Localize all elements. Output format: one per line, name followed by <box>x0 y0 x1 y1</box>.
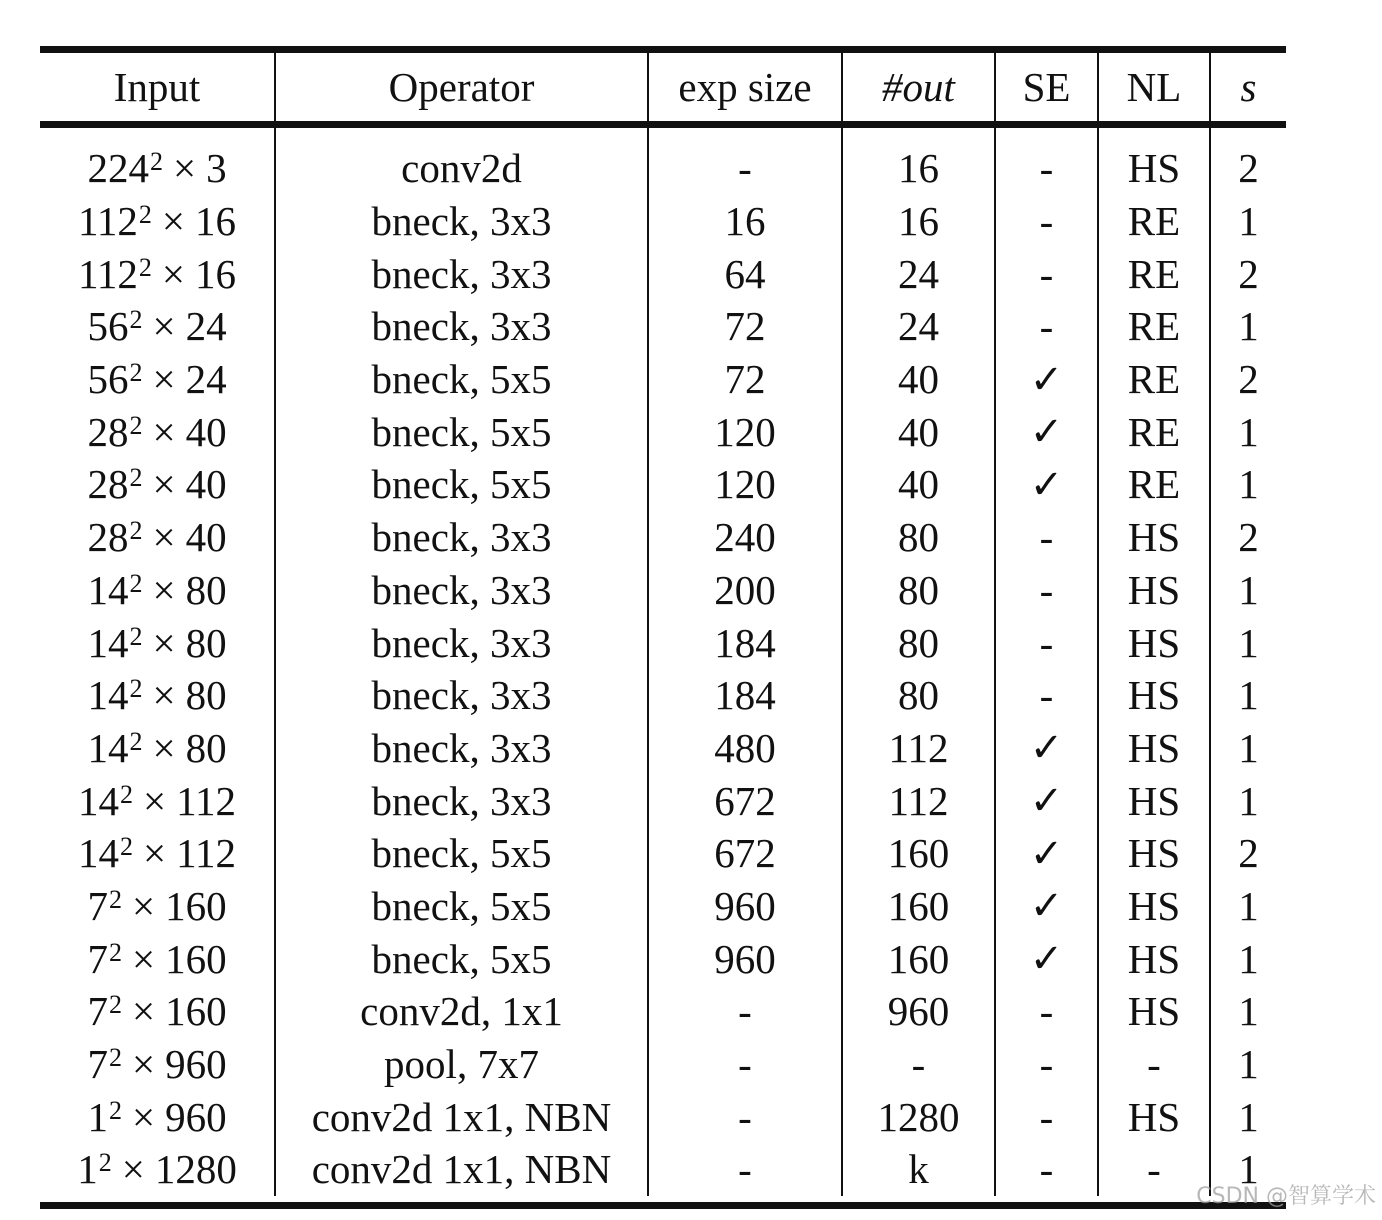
input-exponent: 2 <box>138 252 152 282</box>
exp-size-cell: 184 <box>649 616 843 669</box>
exp-size-cell: - <box>649 1090 843 1143</box>
input-channels: 80 <box>185 724 227 771</box>
se-cell: ✓ <box>996 353 1099 406</box>
input-cell <box>40 142 276 195</box>
nl-cell: - <box>1099 1038 1211 1091</box>
table-row <box>40 564 1286 617</box>
header-input: Input <box>40 53 276 121</box>
input-exponent: 2 <box>129 568 143 598</box>
out-cell: - <box>843 1038 996 1091</box>
input-size: 7 <box>87 988 108 1035</box>
input-size: 7 <box>87 882 108 929</box>
input-exponent: 2 <box>129 621 143 651</box>
input-channels: 16 <box>195 250 237 297</box>
input-size: 14 <box>77 830 119 877</box>
input-size: 56 <box>87 303 129 350</box>
s-cell: 1 <box>1238 408 1259 455</box>
input-cell <box>40 564 276 617</box>
input-cell <box>40 827 276 880</box>
se-cell: ✓ <box>996 722 1099 775</box>
out-cell: 1280 <box>843 1090 996 1143</box>
header-nl: NL <box>1099 53 1211 121</box>
nl-cell: HS <box>1099 880 1211 933</box>
se-cell: - <box>996 300 1099 353</box>
out-cell: 16 <box>843 142 996 195</box>
operator-cell: conv2d, 1x1 <box>276 985 649 1038</box>
times-sign: × <box>131 1041 156 1088</box>
out-cell: 112 <box>843 722 996 775</box>
input-size: 1 <box>87 1093 108 1140</box>
input-channels: 160 <box>165 988 227 1035</box>
input-cell <box>40 669 276 722</box>
input-exponent: 2 <box>129 305 143 335</box>
table-row <box>40 1090 1286 1143</box>
input-exponent: 2 <box>129 674 143 704</box>
table-row <box>40 827 1286 880</box>
s-cell: 1 <box>1238 1093 1259 1140</box>
input-channels: 16 <box>195 198 237 245</box>
input-cell <box>40 616 276 669</box>
se-cell: - <box>996 669 1099 722</box>
se-cell: - <box>996 1143 1099 1196</box>
input-channels: 80 <box>185 619 227 666</box>
table-row <box>40 722 1286 775</box>
se-cell: ✓ <box>996 774 1099 827</box>
exp-size-cell: 240 <box>649 511 843 564</box>
exp-size-cell: 480 <box>649 722 843 775</box>
input-size: 14 <box>87 619 129 666</box>
header-operator: Operator <box>276 53 649 121</box>
exp-size-cell: - <box>649 985 843 1038</box>
exp-size-cell: 16 <box>649 195 843 248</box>
times-sign: × <box>152 303 176 350</box>
se-cell: - <box>996 142 1099 195</box>
input-channels: 40 <box>185 408 227 455</box>
operator-cell: bneck, 3x3 <box>276 247 649 300</box>
input-size: 14 <box>77 777 119 824</box>
nl-cell: HS <box>1099 616 1211 669</box>
header-exp-size: exp size <box>649 53 843 121</box>
input-size: 14 <box>87 672 129 719</box>
nl-cell: HS <box>1099 142 1211 195</box>
input-exponent: 2 <box>129 410 143 440</box>
input-size: 112 <box>77 250 138 297</box>
times-sign: × <box>152 408 176 455</box>
se-cell: - <box>996 1090 1099 1143</box>
table-row <box>40 511 1286 564</box>
exp-size-cell: 200 <box>649 564 843 617</box>
se-cell: ✓ <box>996 405 1099 458</box>
watermark: CSDN @智算学术 <box>1196 1184 1376 1209</box>
input-exponent: 2 <box>129 463 143 493</box>
input-channels: 160 <box>165 882 227 929</box>
exp-size-cell: - <box>649 1038 843 1091</box>
table-row <box>40 932 1286 985</box>
input-channels: 1280 <box>154 1146 237 1193</box>
s-cell: 1 <box>1238 672 1259 719</box>
input-channels: 40 <box>185 461 227 508</box>
times-sign: × <box>152 619 176 666</box>
times-sign: × <box>161 250 186 297</box>
nl-cell: HS <box>1099 669 1211 722</box>
architecture-table <box>40 46 1286 1209</box>
operator-cell: bneck, 3x3 <box>276 722 649 775</box>
input-cell <box>40 511 276 564</box>
input-cell <box>40 1038 276 1091</box>
table-row <box>40 247 1286 300</box>
se-cell: ✓ <box>996 827 1099 880</box>
nl-cell: HS <box>1099 985 1211 1038</box>
nl-cell: RE <box>1099 458 1211 511</box>
times-sign: × <box>131 1093 156 1140</box>
se-cell: - <box>996 195 1099 248</box>
exp-size-cell: 72 <box>649 300 843 353</box>
out-cell: 160 <box>843 932 996 985</box>
table-row <box>40 142 1286 195</box>
nl-cell: HS <box>1099 932 1211 985</box>
nl-cell: - <box>1099 1143 1211 1196</box>
exp-size-cell: - <box>649 142 843 195</box>
s-cell: 1 <box>1238 566 1259 613</box>
input-size: 28 <box>87 514 129 561</box>
table-row <box>40 1143 1286 1196</box>
operator-cell: bneck, 5x5 <box>276 932 649 985</box>
operator-cell: bneck, 5x5 <box>276 880 649 933</box>
input-cell <box>40 722 276 775</box>
out-cell: 40 <box>843 458 996 511</box>
operator-cell: bneck, 3x3 <box>276 774 649 827</box>
s-cell: 1 <box>1238 882 1259 929</box>
input-exponent: 2 <box>108 990 122 1020</box>
table-row <box>40 669 1286 722</box>
s-cell: 1 <box>1238 1146 1259 1193</box>
input-exponent: 2 <box>119 832 133 862</box>
input-exponent: 2 <box>119 779 133 809</box>
se-cell: - <box>996 1038 1099 1091</box>
input-channels: 24 <box>185 356 227 403</box>
table-row <box>40 405 1286 458</box>
out-cell: 24 <box>843 300 996 353</box>
operator-cell: bneck, 3x3 <box>276 669 649 722</box>
input-cell <box>40 405 276 458</box>
s-cell: 1 <box>1238 619 1259 666</box>
nl-cell: HS <box>1099 722 1211 775</box>
nl-cell: RE <box>1099 247 1211 300</box>
operator-cell: bneck, 5x5 <box>276 405 649 458</box>
nl-cell: HS <box>1099 1090 1211 1143</box>
input-cell <box>40 1090 276 1143</box>
exp-size-cell: 72 <box>649 353 843 406</box>
exp-size-cell: 120 <box>649 458 843 511</box>
s-cell: 2 <box>1238 514 1259 561</box>
input-channels: 960 <box>165 1041 227 1088</box>
out-cell: 80 <box>843 616 996 669</box>
input-size: 14 <box>87 724 129 771</box>
out-cell: 960 <box>843 985 996 1038</box>
input-size: 1 <box>77 1146 98 1193</box>
nl-cell: RE <box>1099 300 1211 353</box>
nl-cell: RE <box>1099 195 1211 248</box>
s-cell: 2 <box>1238 830 1259 877</box>
input-exponent: 2 <box>129 726 143 756</box>
exp-size-cell: 960 <box>649 932 843 985</box>
input-size: 28 <box>87 461 129 508</box>
out-cell: 40 <box>843 405 996 458</box>
s-cell: 2 <box>1238 145 1259 192</box>
exp-size-cell: 120 <box>649 405 843 458</box>
input-size: 28 <box>87 408 129 455</box>
operator-cell: bneck, 5x5 <box>276 353 649 406</box>
header-out: #out <box>843 53 996 121</box>
input-size: 14 <box>87 566 129 613</box>
se-cell: ✓ <box>996 880 1099 933</box>
table-row <box>40 458 1286 511</box>
out-cell: 24 <box>843 247 996 300</box>
se-cell: ✓ <box>996 458 1099 511</box>
table-row <box>40 195 1286 248</box>
operator-cell: pool, 7x7 <box>276 1038 649 1091</box>
se-cell: - <box>996 564 1099 617</box>
operator-cell: bneck, 5x5 <box>276 458 649 511</box>
input-size: 7 <box>87 935 108 982</box>
times-sign: × <box>131 988 156 1035</box>
exp-size-cell: 64 <box>649 247 843 300</box>
header-row <box>40 53 1286 121</box>
input-cell <box>40 300 276 353</box>
s-cell: 1 <box>1238 1041 1259 1088</box>
input-exponent: 2 <box>98 1148 112 1178</box>
input-size: 224 <box>87 145 149 192</box>
out-cell: 40 <box>843 353 996 406</box>
nl-cell: HS <box>1099 564 1211 617</box>
input-channels: 80 <box>185 672 227 719</box>
s-cell: 1 <box>1238 988 1259 1035</box>
input-channels: 960 <box>165 1093 227 1140</box>
table-body <box>40 142 1286 1196</box>
out-cell: k <box>843 1143 996 1196</box>
input-size: 7 <box>87 1041 108 1088</box>
input-channels: 24 <box>185 303 227 350</box>
operator-cell: bneck, 3x3 <box>276 616 649 669</box>
times-sign: × <box>152 724 176 771</box>
input-cell <box>40 1143 276 1196</box>
input-cell <box>40 353 276 406</box>
s-cell: 1 <box>1238 198 1259 245</box>
s-cell: 1 <box>1238 724 1259 771</box>
s-cell: 1 <box>1238 777 1259 824</box>
nl-cell: RE <box>1099 353 1211 406</box>
header-s: s <box>1240 64 1257 110</box>
operator-cell: conv2d 1x1, NBN <box>276 1143 649 1196</box>
input-exponent: 2 <box>108 1095 122 1125</box>
out-cell: 160 <box>843 880 996 933</box>
table-row <box>40 774 1286 827</box>
out-cell: 80 <box>843 511 996 564</box>
se-cell: - <box>996 985 1099 1038</box>
nl-cell: HS <box>1099 511 1211 564</box>
input-exponent: 2 <box>138 200 152 230</box>
table-row <box>40 353 1286 406</box>
nl-cell: HS <box>1099 827 1211 880</box>
input-channels: 112 <box>176 830 237 877</box>
out-cell: 80 <box>843 669 996 722</box>
input-channels: 40 <box>185 514 227 561</box>
exp-size-cell: - <box>649 1143 843 1196</box>
times-sign: × <box>142 830 167 877</box>
s-cell: 2 <box>1238 356 1259 403</box>
se-cell: - <box>996 511 1099 564</box>
exp-size-cell: 960 <box>649 880 843 933</box>
bottom-rule <box>40 1202 1286 1209</box>
times-sign: × <box>152 566 176 613</box>
times-sign: × <box>152 672 176 719</box>
times-sign: × <box>131 882 156 929</box>
input-exponent: 2 <box>108 884 122 914</box>
exp-size-cell: 184 <box>649 669 843 722</box>
times-sign: × <box>131 935 156 982</box>
exp-size-cell: 672 <box>649 827 843 880</box>
operator-cell: conv2d <box>276 142 649 195</box>
input-cell <box>40 932 276 985</box>
input-exponent: 2 <box>129 358 143 388</box>
input-exponent: 2 <box>129 516 143 546</box>
out-cell: 16 <box>843 195 996 248</box>
se-cell: ✓ <box>996 932 1099 985</box>
input-cell <box>40 458 276 511</box>
se-cell: - <box>996 247 1099 300</box>
times-sign: × <box>172 145 197 192</box>
table-row <box>40 985 1286 1038</box>
s-cell: 1 <box>1238 461 1259 508</box>
input-exponent: 2 <box>149 147 163 177</box>
times-sign: × <box>161 198 186 245</box>
operator-cell: bneck, 5x5 <box>276 827 649 880</box>
input-channels: 3 <box>206 145 227 192</box>
input-channels: 112 <box>176 777 237 824</box>
se-cell: - <box>996 616 1099 669</box>
times-sign: × <box>142 777 167 824</box>
operator-cell: bneck, 3x3 <box>276 511 649 564</box>
input-cell <box>40 195 276 248</box>
nl-cell: RE <box>1099 405 1211 458</box>
times-sign: × <box>152 356 176 403</box>
input-cell <box>40 985 276 1038</box>
table-row <box>40 300 1286 353</box>
input-channels: 160 <box>165 935 227 982</box>
input-exponent: 2 <box>108 1043 122 1073</box>
header-gap <box>40 128 1286 142</box>
table-row <box>40 1038 1286 1091</box>
s-cell: 2 <box>1238 250 1259 297</box>
input-cell <box>40 880 276 933</box>
out-cell: 160 <box>843 827 996 880</box>
operator-cell: bneck, 3x3 <box>276 195 649 248</box>
s-cell: 1 <box>1238 303 1259 350</box>
out-cell: 80 <box>843 564 996 617</box>
input-cell <box>40 247 276 300</box>
header-rule <box>40 121 1286 128</box>
input-channels: 80 <box>185 566 227 613</box>
table-row <box>40 880 1286 933</box>
header-se: SE <box>996 53 1099 121</box>
input-size: 56 <box>87 356 129 403</box>
s-cell: 1 <box>1238 935 1259 982</box>
operator-cell: bneck, 3x3 <box>276 300 649 353</box>
times-sign: × <box>121 1146 145 1193</box>
operator-cell: bneck, 3x3 <box>276 564 649 617</box>
operator-cell: conv2d 1x1, NBN <box>276 1090 649 1143</box>
input-cell <box>40 774 276 827</box>
top-rule <box>40 46 1286 53</box>
input-exponent: 2 <box>108 937 122 967</box>
input-size: 112 <box>77 198 138 245</box>
exp-size-cell: 672 <box>649 774 843 827</box>
table-row <box>40 616 1286 669</box>
times-sign: × <box>152 514 176 561</box>
nl-cell: HS <box>1099 774 1211 827</box>
out-cell: 112 <box>843 774 996 827</box>
times-sign: × <box>152 461 176 508</box>
